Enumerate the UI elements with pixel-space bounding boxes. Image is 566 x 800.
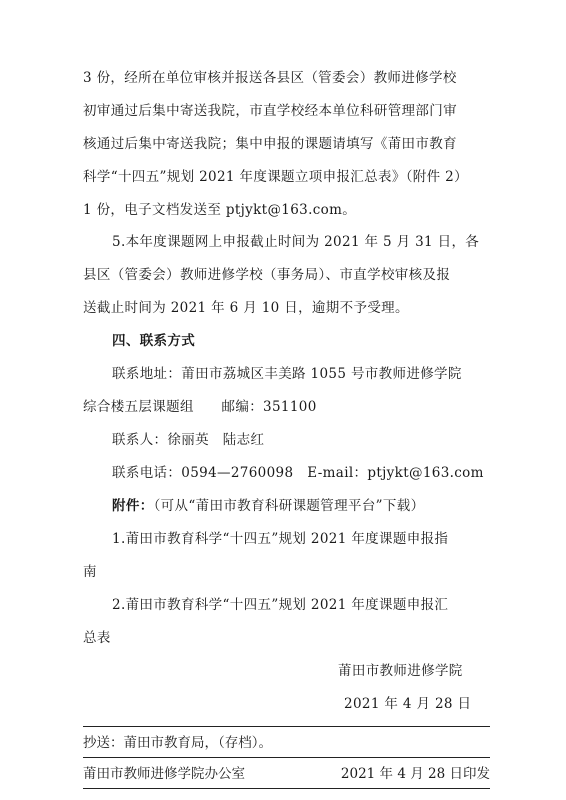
paragraph-line: 5.本年度课题网上申报截止时间为 2021 年 5 月 31 日，各 — [112, 234, 480, 250]
footer-top-rule — [83, 726, 490, 727]
signature-date: 2021 年 4 月 28 日 — [344, 696, 472, 712]
section-heading: 四、联系方式 — [112, 333, 196, 349]
footer-bottom-rule — [83, 788, 490, 789]
footer-mid-rule — [83, 757, 490, 758]
paragraph-line: 核通过后集中寄送我院；集中申报的课题请填写《莆田市教育 — [83, 136, 457, 152]
contact-address-cont: 综合楼五层课题组 邮编：351100 — [83, 399, 317, 415]
cc-text: 抄送：莆田市教育局，（存档）。 — [83, 735, 272, 751]
issuer-name: 莆田市教师进修学院办公室 — [83, 766, 245, 782]
contact-address: 联系地址：莆田市荔城区丰美路 1055 号市教师进修学院 — [112, 366, 462, 382]
attachment-item-1: 1.莆田市教育科学“十四五”规划 2021 年度课题申报指 — [112, 531, 449, 547]
attachment-item-1-cont: 南 — [83, 564, 97, 580]
paragraph-line: 初审通过后集中寄送我院，市直学校经本单位科研管理部门审 — [83, 103, 457, 119]
attachment-label: 附件： — [112, 498, 154, 514]
paragraph-line: 1 份，电子文档发送至 ptjykt@163.com。 — [83, 202, 357, 218]
cc-line — [83, 733, 490, 753]
contact-phone-email: 联系电话：0594—2760098 E-mail：ptjykt@163.com — [112, 465, 484, 481]
attachment-line — [112, 496, 566, 516]
paragraph-line: 送截止时间为 2021 年 6 月 10 日，逾期不予受理。 — [83, 300, 409, 316]
attachment-note: （可从“莆田市教育科研课题管理平台”下载） — [153, 498, 425, 514]
paragraph-line: 县区（管委会）教师进修学校（事务局）、市直学校审核及报 — [83, 267, 451, 283]
issuer-line — [83, 764, 490, 784]
attachment-item-2: 2.莆田市教育科学“十四五”规划 2021 年度课题申报汇 — [112, 597, 449, 613]
paragraph-line: 科学“十四五”规划 2021 年度课题立项申报汇总表》（附件 2） — [83, 169, 468, 185]
paragraph-line: 3 份，经所在单位审核并报送各县区（管委会）教师进修学校 — [83, 70, 457, 86]
signature-org: 莆田市教师进修学院 — [338, 663, 463, 679]
attachment-item-2-cont: 总表 — [83, 630, 111, 646]
contact-person: 联系人：徐丽英 陆志红 — [112, 432, 265, 448]
issued-date: 2021 年 4 月 28 日印发 — [340, 766, 490, 782]
